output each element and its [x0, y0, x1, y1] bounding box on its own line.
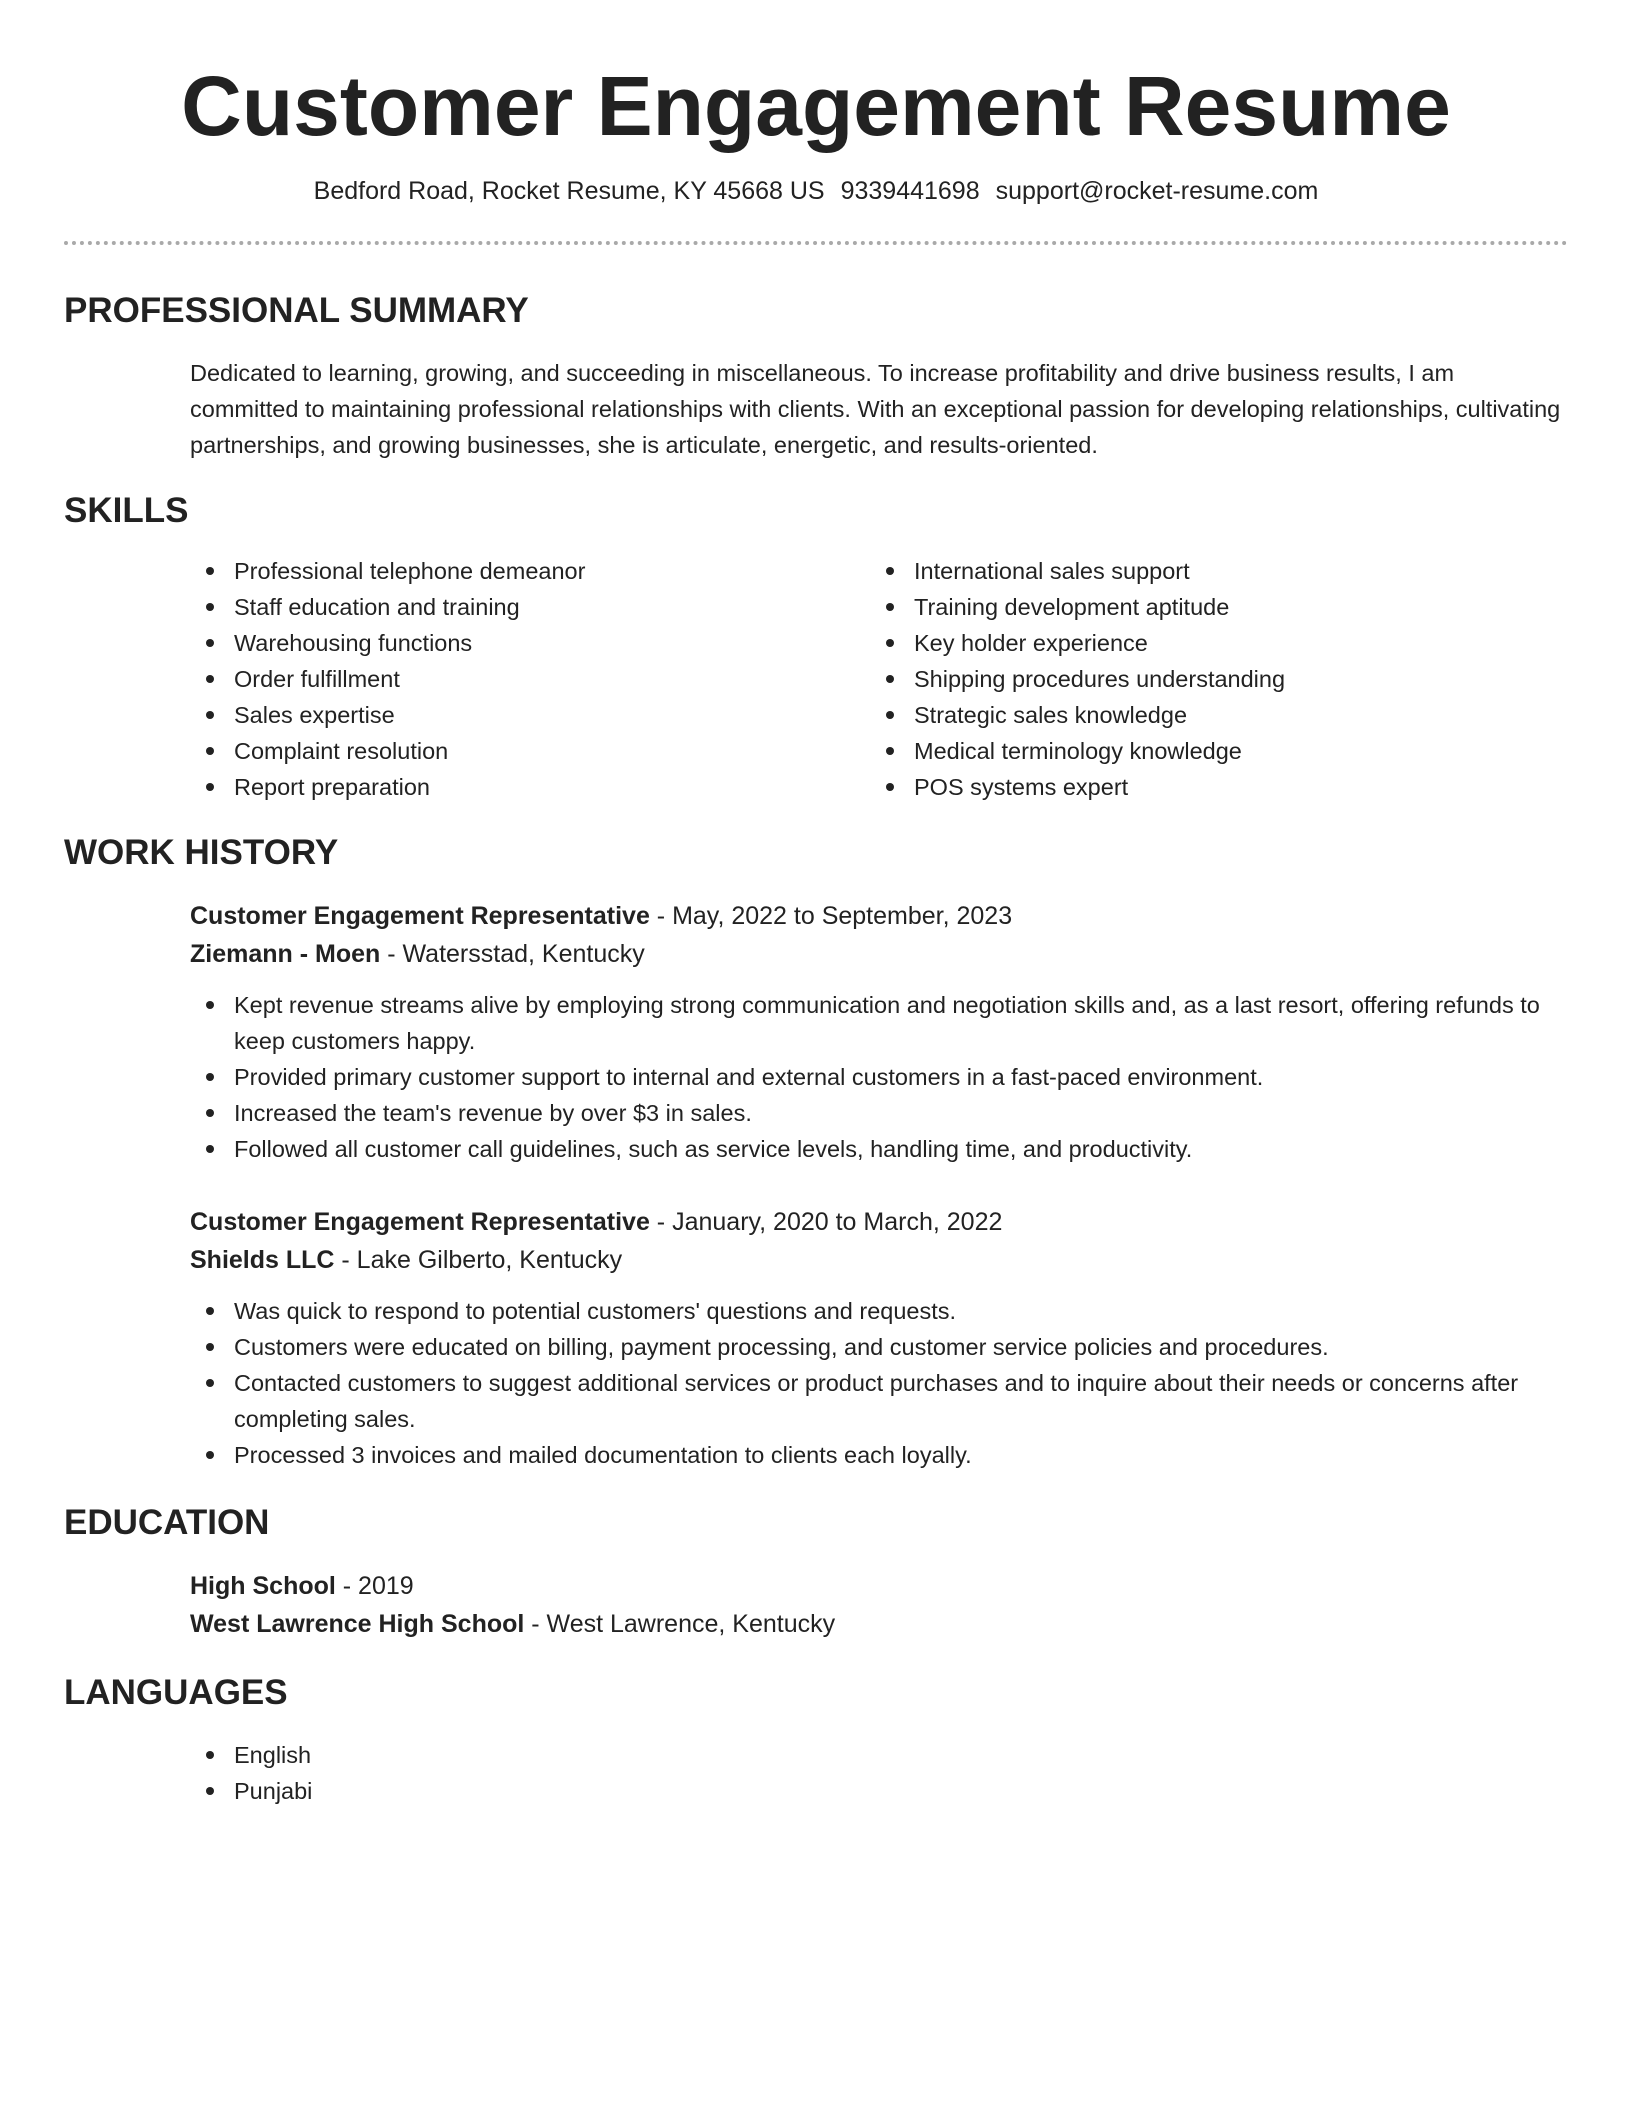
list-item: Contacted customers to suggest additional services or product purchases and to inquire about their needs or concerns after completing sales.: [190, 1365, 1568, 1437]
job-role: Customer Engagement Representative: [190, 902, 650, 930]
job-bullets: [190, 987, 1568, 1167]
languages-section: [64, 1671, 1568, 1809]
education-body: [64, 1567, 1568, 1643]
contact-address: Bedford Road, Rocket Resume, KY 45668 US: [313, 177, 825, 205]
skills-title: SKILLS: [64, 491, 189, 530]
job-company-line: [190, 935, 1568, 973]
list-item: Staff education and training: [190, 589, 870, 625]
education-school-line: [190, 1605, 1568, 1643]
job-company-line: [190, 1241, 1568, 1279]
work-body: [64, 897, 1568, 1473]
work-section: [64, 831, 1568, 1473]
list-item: Punjabi: [190, 1773, 1568, 1809]
skills-section: [64, 489, 1568, 805]
education-location: - West Lawrence, Kentucky: [524, 1610, 836, 1638]
list-item: Order fulfillment: [190, 661, 870, 697]
education-degree: High School: [190, 1572, 336, 1600]
education-year: - 2019: [335, 1572, 414, 1600]
job-dates: - January, 2020 to March, 2022: [649, 1208, 1003, 1236]
list-item: International sales support: [870, 553, 1550, 589]
job-dates: - May, 2022 to September, 2023: [649, 902, 1013, 930]
job-company: Ziemann - Moen: [190, 940, 381, 968]
job-title-line: [190, 897, 1568, 935]
job-company: Shields LLC: [190, 1246, 335, 1274]
skills-body: [64, 553, 1568, 805]
education-title: EDUCATION: [64, 1503, 270, 1542]
list-item: Customers were educated on billing, payment processing, and customer service policies and procedures.: [190, 1329, 1568, 1365]
list-item: POS systems expert: [870, 769, 1550, 805]
contact-email: support@rocket-resume.com: [995, 177, 1319, 205]
list-item: Was quick to respond to potential customers' questions and requests.: [190, 1293, 1568, 1329]
list-item: Report preparation: [190, 769, 870, 805]
contact-phone: 9339441698: [840, 177, 980, 205]
candidate-name: Customer Engagement Resume: [181, 59, 1451, 153]
summary-section: [64, 289, 1568, 463]
work-title: WORK HISTORY: [64, 833, 339, 872]
languages-title: LANGUAGES: [64, 1673, 288, 1712]
list-item: Followed all customer call guidelines, such as service levels, handling time, and productivity.: [190, 1131, 1568, 1167]
list-item: Strategic sales knowledge: [870, 697, 1550, 733]
list-item: Complaint resolution: [190, 733, 870, 769]
resume-header: [64, 0, 1568, 208]
header-divider: [64, 241, 1568, 245]
job-title-line: [190, 1203, 1568, 1241]
languages-body: [64, 1737, 1568, 1809]
job-entry: [190, 897, 1568, 1167]
education-section: [64, 1501, 1568, 1643]
education-school: West Lawrence High School: [190, 1610, 525, 1638]
list-item: Kept revenue streams alive by employing strong communication and negotiation skills and, as a last resort, offering refunds to keep customers happy.: [190, 987, 1568, 1059]
skills-list-left: [190, 553, 870, 805]
list-item: Processed 3 invoices and mailed documentation to clients each loyally.: [190, 1437, 1568, 1473]
contact-line: [64, 174, 1568, 208]
list-item: English: [190, 1737, 1568, 1773]
list-item: Shipping procedures understanding: [870, 661, 1550, 697]
education-degree-line: [190, 1567, 1568, 1605]
list-item: Professional telephone demeanor: [190, 553, 870, 589]
job-bullets: [190, 1293, 1568, 1473]
summary-title: PROFESSIONAL SUMMARY: [64, 291, 529, 330]
list-item: Sales expertise: [190, 697, 870, 733]
list-item: Medical terminology knowledge: [870, 733, 1550, 769]
languages-list: [190, 1737, 1568, 1809]
job-role: Customer Engagement Representative: [190, 1208, 650, 1236]
job-location: - Watersstad, Kentucky: [380, 940, 645, 968]
job-entry: [190, 1203, 1568, 1473]
job-location: - Lake Gilberto, Kentucky: [334, 1246, 623, 1274]
list-item: Training development aptitude: [870, 589, 1550, 625]
list-item: Warehousing functions: [190, 625, 870, 661]
skills-list-right: [870, 553, 1550, 805]
summary-text: Dedicated to learning, growing, and succeeding in miscellaneous. To increase profitability and drive business results, I am committed to maintaining professional relationships with clients. With an exceptional passion for developing relationships, cultivating partnerships, and growing businesses, she is articulate, energetic, and results-oriented.: [190, 360, 1561, 458]
summary-body: [64, 355, 1568, 463]
list-item: Increased the team's revenue by over $3 in sales.: [190, 1095, 1568, 1131]
list-item: Key holder experience: [870, 625, 1550, 661]
list-item: Provided primary customer support to internal and external customers in a fast-paced environment.: [190, 1059, 1568, 1095]
